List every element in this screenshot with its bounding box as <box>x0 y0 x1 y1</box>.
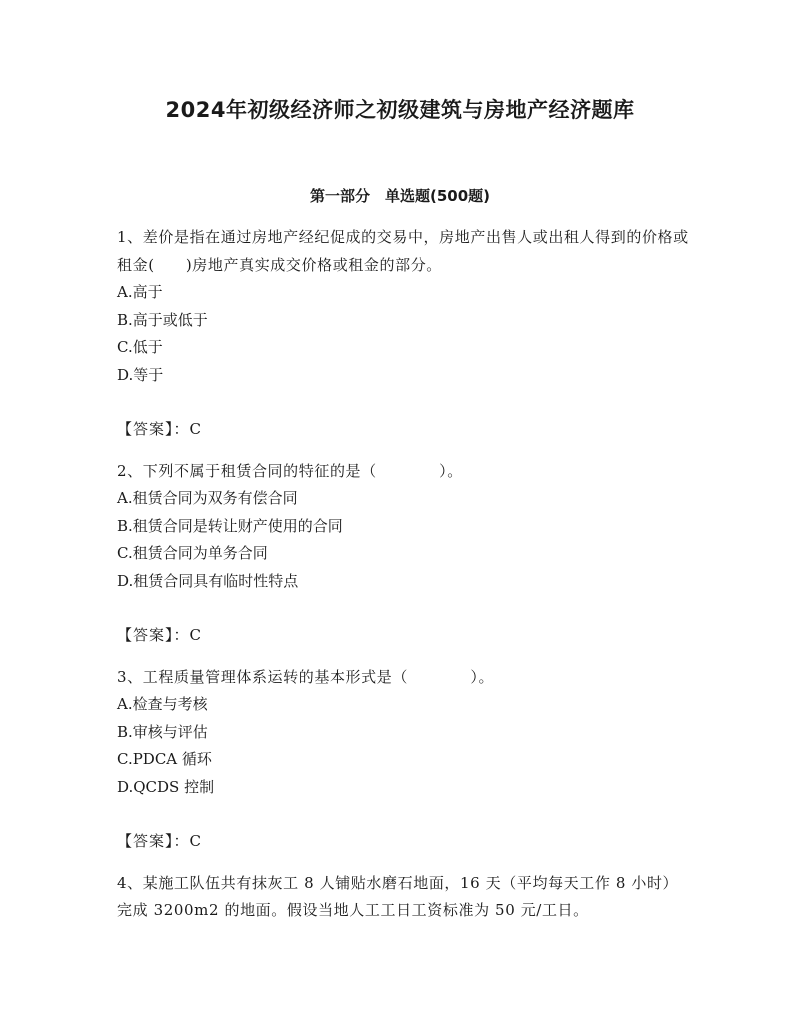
question-stem: 1、差价是指在通过房地产经纪促成的交易中，房地产出售人或出租人得到的价格或租金( )房地产真实成交价格或租金的部分。 <box>117 228 689 274</box>
question-stem: 2、下列不属于租赁合同的特征的是（ ）。 <box>117 461 463 480</box>
answer-value: C <box>189 420 201 438</box>
section-title: 第一部分 单选题(500题) <box>309 187 491 205</box>
question-3 <box>117 664 692 856</box>
option-d: D.QCDS 控制 <box>117 777 215 796</box>
option-a: A.检查与考核 <box>117 695 208 713</box>
answer-line <box>117 622 692 650</box>
option-a: A.租赁合同为双务有偿合同 <box>117 489 298 507</box>
answer-value: C <box>189 832 201 850</box>
answer-label: 【答案】： <box>117 420 190 438</box>
question-stem: 4、某施工队伍共有抹灰工 8 人铺贴水磨石地面，16 天（平均每天工作 8 小时）完成 3200m2 的地面。假设当地人工工日工资标准为 50 元/工日。 <box>117 873 679 919</box>
question-stem: 3、工程质量管理体系运转的基本形式是（ ）。 <box>117 667 495 686</box>
question-4 <box>117 870 692 925</box>
page-title: 2024年初级经济师之初级建筑与房地产经济题库 <box>165 98 635 122</box>
answer-line <box>117 416 692 444</box>
answer-value: C <box>189 626 201 644</box>
option-d: D.等于 <box>117 365 164 384</box>
option-a: A.高于 <box>117 283 163 301</box>
option-b: B.租赁合同是转让财产使用的合同 <box>117 516 343 535</box>
option-c: C.PDCA 循环 <box>117 750 212 768</box>
answer-label: 【答案】： <box>117 626 190 644</box>
option-b: B.高于或低于 <box>117 310 208 329</box>
question-1 <box>117 224 692 444</box>
option-c: C.低于 <box>117 338 163 356</box>
option-d: D.租赁合同具有临时性特点 <box>117 571 299 590</box>
option-c: C.租赁合同为单务合同 <box>117 544 268 562</box>
question-list <box>117 224 692 925</box>
question-2 <box>117 458 692 650</box>
option-b: B.审核与评估 <box>117 722 208 741</box>
answer-line <box>117 828 692 856</box>
answer-label: 【答案】： <box>117 832 190 850</box>
